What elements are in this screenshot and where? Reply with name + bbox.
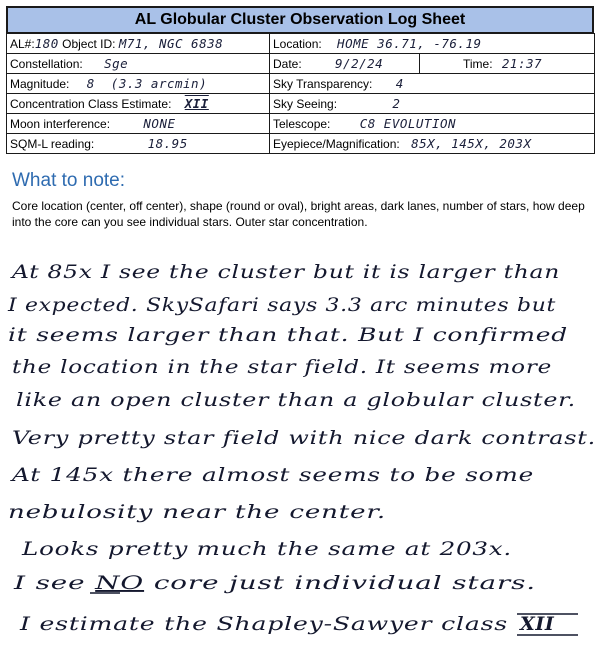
location-label: Location: xyxy=(273,37,322,51)
note-line-7: At 145x there almost seems to be some xyxy=(9,464,535,486)
notes-description: Core location (center, off center), shape (round or oval), bright areas, dark lanes, number of stars, how deep into the core can you see individual stars. Outer star concentration. xyxy=(12,199,585,229)
seeing-label: Sky Seeing: xyxy=(273,97,338,111)
al-label: AL#: xyxy=(10,37,35,51)
note-line-5: like an open cluster than a globular cluster. xyxy=(16,389,576,411)
note-line-6: Very pretty star field with nice dark contrast. xyxy=(12,427,596,449)
transparency-value: 4 xyxy=(395,76,404,91)
time-value: 21:37 xyxy=(501,56,543,71)
note-line-1: At 85x I see the cluster but it is larger than xyxy=(9,261,561,283)
magnitude-value: 8 (3.3 arcmin) xyxy=(86,76,208,91)
sqm-value: 18.95 xyxy=(147,136,188,151)
note-line-2: I expected. SkySafari says 3.3 arc minutes but xyxy=(6,294,556,316)
note-line-9: Looks pretty much the same at 203x. xyxy=(20,538,512,560)
object-value: M71, NGC 6838 xyxy=(118,36,224,51)
constellation-value: Sge xyxy=(104,56,129,71)
note-line-10-emphasis: NO xyxy=(95,572,129,594)
eyepiece-value: 85X, 145X, 203X xyxy=(411,136,532,151)
note-line-11: I estimate the Shapley-Sawyer class xyxy=(18,613,509,635)
concentration-label: Concentration Class Estimate: xyxy=(10,97,172,111)
transparency-label: Sky Transparency: xyxy=(273,77,373,91)
concentration-value: XII xyxy=(184,96,209,111)
seeing-value: 2 xyxy=(392,96,401,111)
notes-heading: What to note: xyxy=(12,170,126,191)
telescope-value: C8 EVOLUTION xyxy=(359,116,457,131)
al-value: 180 xyxy=(34,36,59,51)
date-label: Date: xyxy=(273,57,302,71)
note-line-10-part-a: I see xyxy=(14,572,70,594)
magnitude-label: Magnitude: xyxy=(10,77,70,91)
time-label: Time: xyxy=(463,57,493,71)
note-line-10-part-c: core just individual stars. xyxy=(144,572,412,594)
constellation-label: Constellation: xyxy=(10,57,83,71)
location-value: HOME 36.71, -76.19 xyxy=(337,36,482,51)
note-line-11-class: XII xyxy=(520,613,555,635)
moon-label: Moon interference: xyxy=(10,117,111,131)
telescope-label: Telescope: xyxy=(273,117,331,131)
object-label: Object ID: xyxy=(62,37,116,51)
sheet-title: AL Globular Cluster Observation Log Sheet xyxy=(6,6,594,33)
eyepiece-label: Eyepiece/Magnification: xyxy=(273,137,400,151)
date-value: 9/2/24 xyxy=(335,56,384,71)
note-line-10 xyxy=(13,572,536,594)
sqm-label: SQM-L reading: xyxy=(10,137,95,151)
note-line-4: the location in the star field. It seems more xyxy=(12,356,552,378)
note-line-8: nebulosity near the center. xyxy=(8,501,386,523)
moon-value: NONE xyxy=(143,116,176,131)
note-line-3: it seems larger than that. But I confirmed xyxy=(8,324,568,346)
